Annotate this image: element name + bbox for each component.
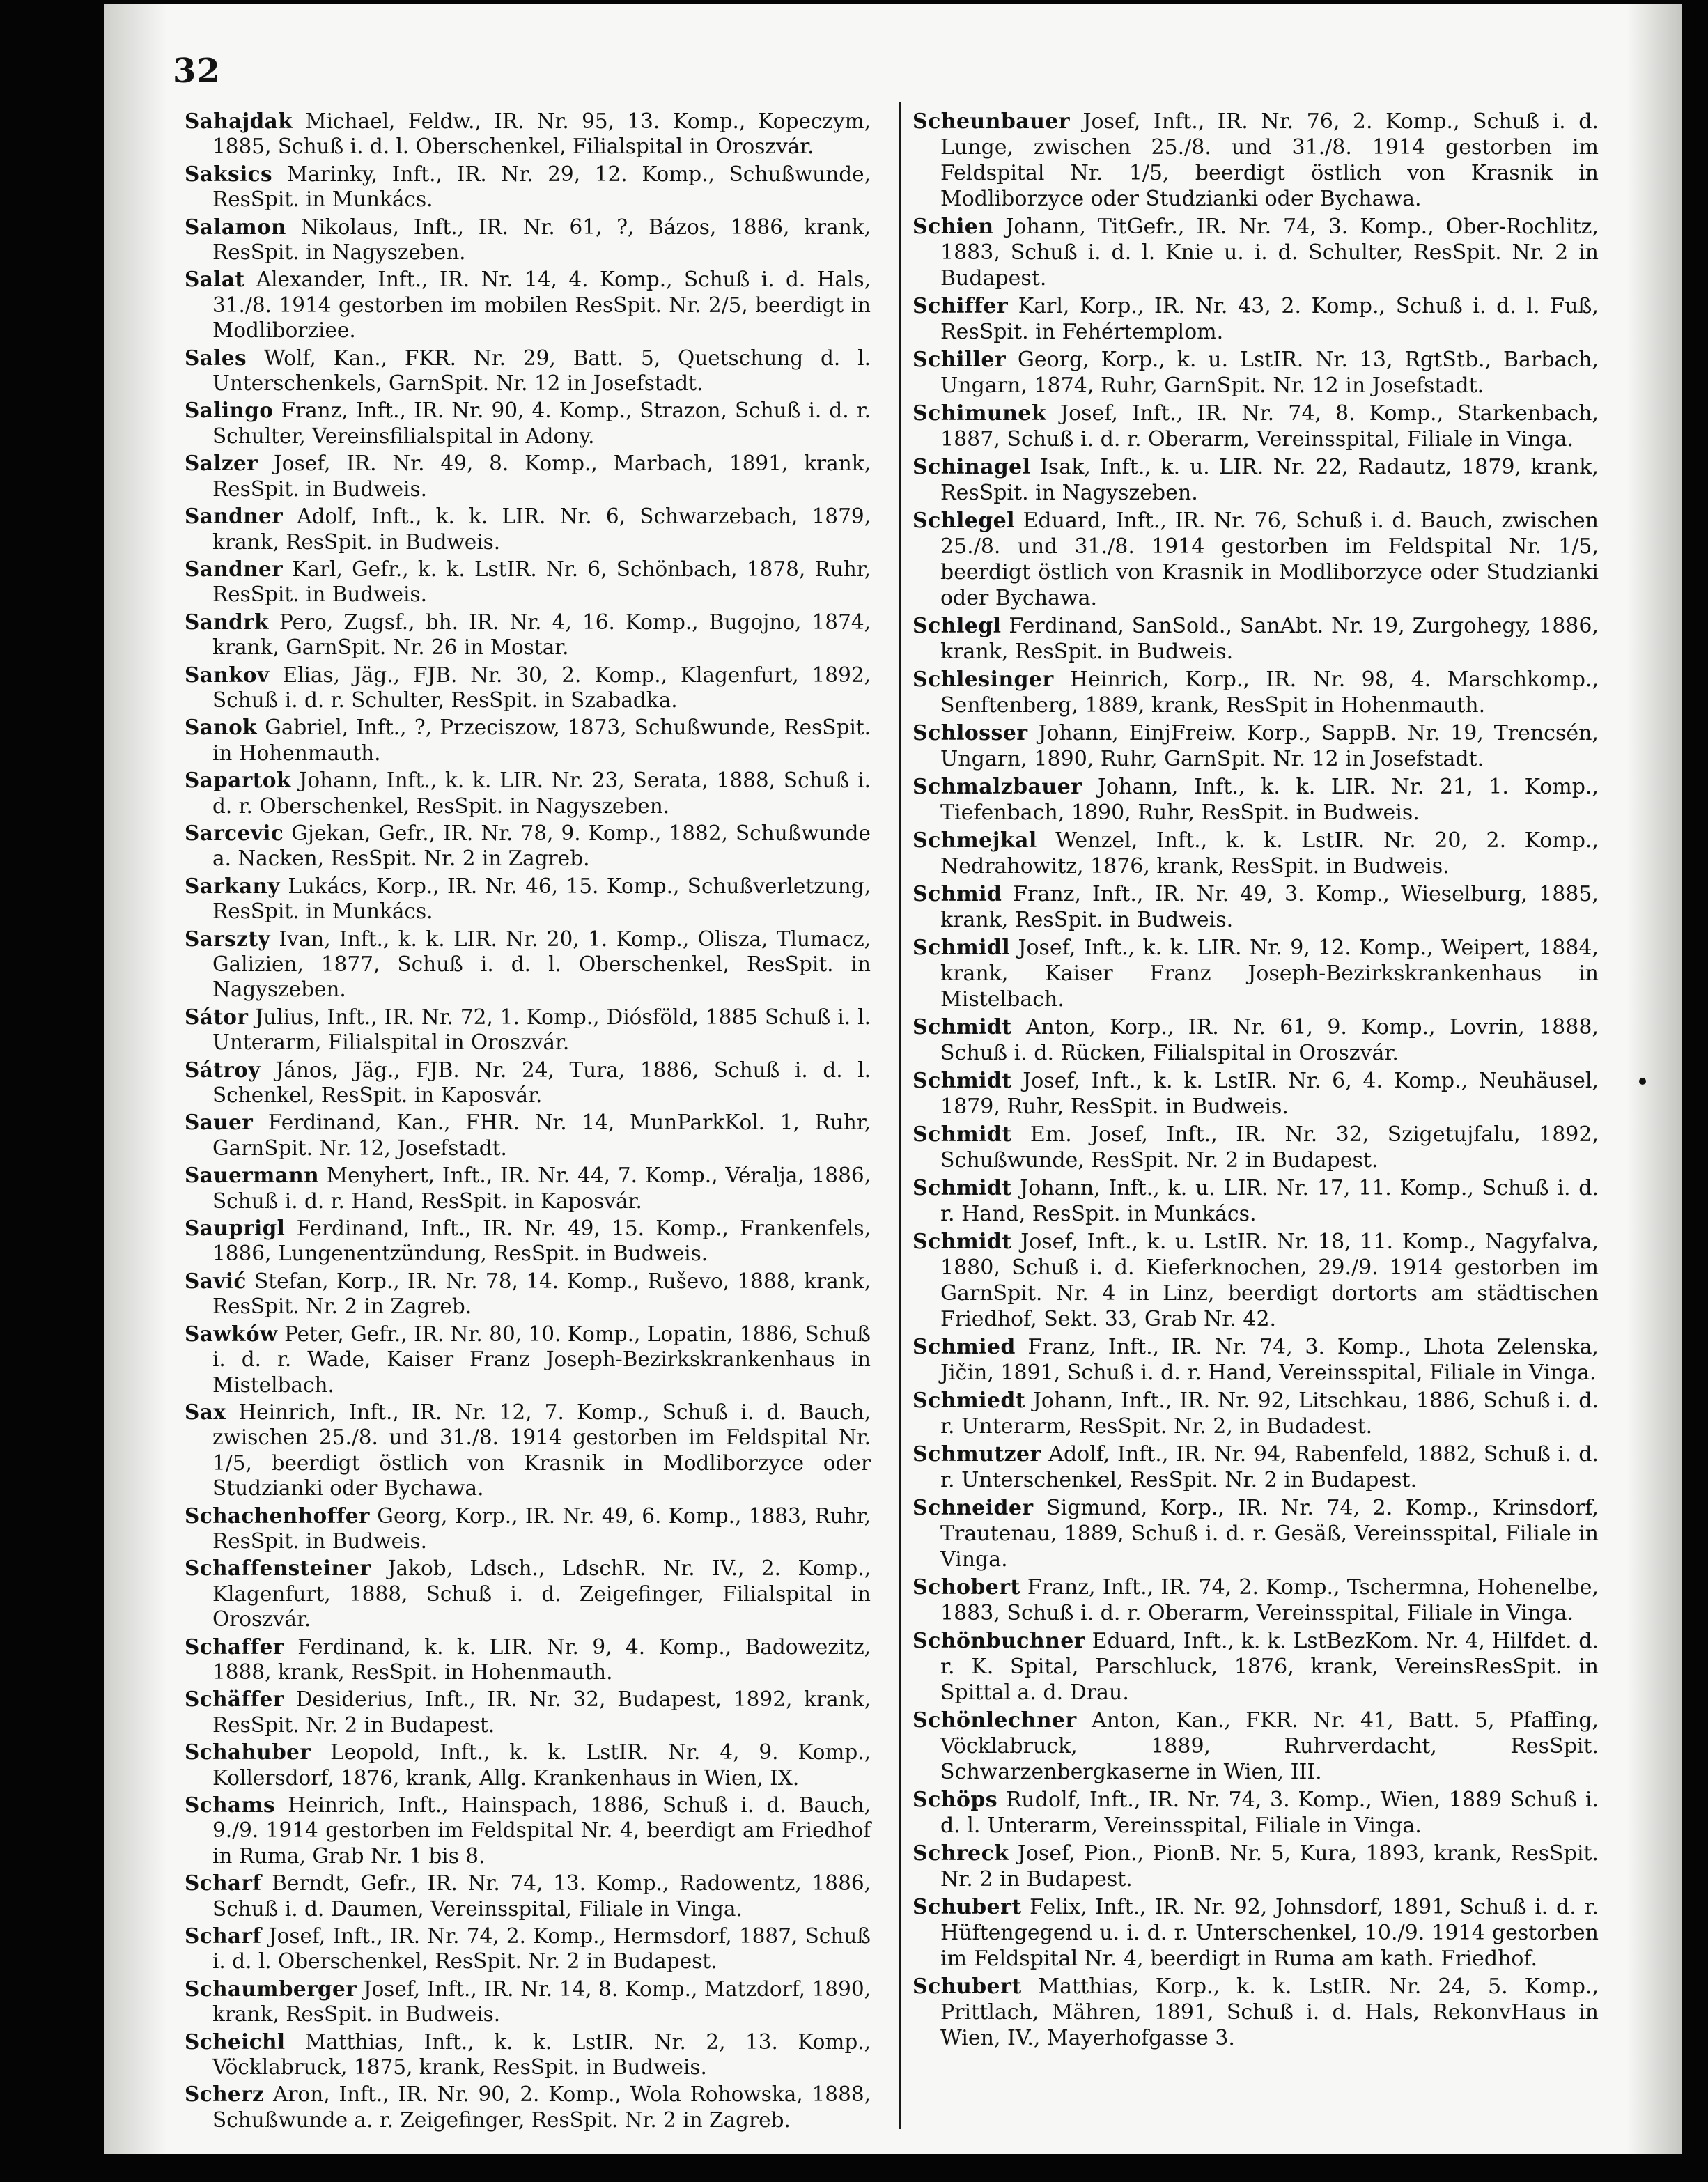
register-entry — [913, 1068, 1599, 1120]
register-entry — [913, 1708, 1599, 1785]
entry-details: Jakob, Ldsch., LdschR. Nr. IV., 2. Komp., Klagenfurt, 1888, Schuß i. d. Zeigefinger, Filialspital in Oroszvár. — [212, 1556, 871, 1632]
register-entry — [913, 828, 1599, 879]
entry-surname: Schlegl — [913, 614, 1002, 638]
entry-details: Anton, Kan., FKR. Nr. 41, Batt. 5, Pfaffing, Vöcklabruck, 1889, Ruhrverdacht, ResSpit. Schwarzenbergkaserne in Wien, III. — [940, 1708, 1599, 1784]
entry-surname: Schahuber — [185, 1740, 311, 1765]
register-entry — [185, 267, 871, 343]
entry-details: Franz, Inft., IR. Nr. 90, 4. Komp., Strazon, Schuß i. d. r. Schulter, Vereinsfilialspital in Adony. — [212, 399, 871, 448]
register-entry — [913, 774, 1599, 826]
entry-surname: Sandrk — [185, 609, 269, 634]
entry-details: Josef, Inft., IR. Nr. 74, 8. Komp., Starkenbach, 1887, Schuß i. d. r. Oberarm, Vereinsspital, Filiale in Vinga. — [940, 401, 1599, 451]
entry-surname: Sátroy — [185, 1057, 261, 1082]
entry-details: Ferdinand, Kan., FHR. Nr. 14, MunParkKol. 1, Ruhr, GarnSpit. Nr. 12, Josefstadt. — [212, 1111, 871, 1160]
entry-details: Em. Josef, Inft., IR. Nr. 32, Szigetujfalu, 1892, Schußwunde, ResSpit. Nr. 2 in Budapest. — [940, 1122, 1599, 1173]
register-entry — [185, 1269, 871, 1320]
entry-surname: Schöps — [913, 1788, 998, 1812]
register-entry — [913, 1628, 1599, 1705]
register-entry — [913, 1175, 1599, 1227]
entry-details: Josef, Inft., IR. Nr. 76, 2. Komp., Schuß i. d. Lunge, zwischen 25./8. und 31./8. 1914 gestorben im Feldspital Nr. 1/5, beerdigt östlich von Krasnik in Modliborzyce oder Studzianki oder Bychawa. — [940, 109, 1599, 211]
left-column — [185, 109, 871, 2135]
register-entry — [185, 1556, 871, 1632]
entry-details: Sigmund, Korp., IR. Nr. 74, 2. Komp., Krinsdorf, Trautenau, 1889, Schuß i. d. r. Gesäß, Vereinsspital, Filiale in Vinga. — [940, 1496, 1599, 1572]
entry-surname: Schönbuchner — [913, 1629, 1085, 1653]
register-entry — [185, 610, 871, 660]
entry-details: Adolf, Inft., k. k. LIR. Nr. 6, Schwarzebach, 1879, krank, ResSpit. in Budweis. — [212, 504, 871, 554]
register-entry — [185, 504, 871, 555]
page-edge-shadow-right — [1627, 4, 1682, 2154]
entry-surname: Schien — [913, 215, 994, 239]
entry-surname: Schubert — [913, 1895, 1022, 1919]
register-entry — [913, 1122, 1599, 1173]
entry-surname: Schlosser — [913, 721, 1028, 745]
entry-details: Adolf, Inft., IR. Nr. 94, Rabenfeld, 1882, Schuß i. d. r. Unterschenkel, ResSpit. Nr. 2 in Budapest. — [940, 1442, 1599, 1492]
entry-details: Josef, IR. Nr. 49, 8. Komp., Marbach, 1891, krank, ResSpit. in Budweis. — [212, 451, 871, 501]
right-column — [913, 109, 1599, 2053]
entry-surname: Schmidl — [913, 936, 1011, 960]
entry-surname: Schmidt — [913, 1015, 1012, 1039]
entry-surname: Schubert — [913, 1974, 1022, 1999]
entry-details: Wolf, Kan., FKR. Nr. 29, Batt. 5, Quetschung d. l. Unterschenkels, GarnSpit. Nr. 12 in Josefstadt. — [212, 346, 871, 396]
entry-details: Pero, Zugsf., bh. IR. Nr. 4, 16. Komp., Bugojno, 1874, krank, GarnSpit. Nr. 26 in Mostar. — [212, 610, 871, 660]
entry-surname: Sátor — [185, 1004, 249, 1029]
entry-details: Josef, Pion., PionB. Nr. 5, Kura, 1893, krank, ResSpit. Nr. 2 in Budapest. — [940, 1841, 1599, 1891]
register-entry — [185, 215, 871, 265]
register-entry — [185, 821, 871, 872]
column-divider — [899, 102, 901, 2129]
entry-surname: Scheunbauer — [913, 109, 1070, 134]
register-entry — [913, 1495, 1599, 1572]
register-entry — [913, 1974, 1599, 2051]
register-entry — [913, 401, 1599, 452]
entry-details: Eduard, Inft., IR. Nr. 76, Schuß i. d. Bauch, zwischen 25./8. und 31./8. 1914 gestorben im Feldspital Nr. 1/5, beerdigt östlich von Krasnik in Modliborzyce oder Studzianki oder Bychawa. — [940, 509, 1599, 610]
entry-surname: Schäffer — [185, 1687, 284, 1712]
register-entry — [185, 1163, 871, 1214]
entry-details: Georg, Korp., k. u. LstIR. Nr. 13, RgtStb., Barbach, Ungarn, 1874, Ruhr, GarnSpit. Nr. 12 in Josefstadt. — [940, 348, 1599, 398]
entry-details: Julius, Inft., IR. Nr. 72, 1. Komp., Diósföld, 1885 Schuß i. l. Unterarm, Filialspital in Oroszvár. — [212, 1005, 871, 1055]
entry-details: Ferdinand, k. k. LIR. Nr. 9, 4. Komp., Badowezitz, 1888, krank, ResSpit. in Hohenmauth. — [212, 1634, 871, 1684]
register-entry — [913, 1388, 1599, 1439]
register-entry — [185, 663, 871, 713]
register-entry — [185, 557, 871, 608]
entry-details: Berndt, Gefr., IR. Nr. 74, 13. Komp., Radowentz, 1886, Schuß i. d. Daumen, Vereinsspital, Filiale in Vinga. — [212, 1871, 871, 1921]
entry-details: Josef, Inft., k. k. LstIR. Nr. 6, 4. Komp., Neuhäusel, 1879, Ruhr, ResSpit. in Budweis. — [940, 1069, 1599, 1119]
entry-surname: Sarkany — [185, 873, 280, 898]
entry-details: Georg, Korp., IR. Nr. 49, 6. Komp., 1883, Ruhr, ResSpit. in Budweis. — [212, 1503, 871, 1553]
entry-surname: Schaumberger — [185, 1976, 357, 2001]
register-entry — [185, 162, 871, 212]
entry-surname: Salingo — [185, 398, 274, 423]
entry-surname: Savić — [185, 1268, 247, 1293]
entry-details: Ivan, Inft., k. k. LIR. Nr. 20, 1. Komp., Olisza, Tlumacz, Galizien, 1877, Schuß i. d. l. Oberschenkel, ResSpit. in Nagyszeben. — [212, 927, 871, 1002]
entry-details: Josef, Inft., k. u. LstIR. Nr. 18, 11. Komp., Nagyfalva, 1880, Schuß i. d. Kieferknochen, 29./9. 1914 gestorben im GarnSpit. Nr. 4 in Linz, beerdigt dortorts am städtischen Friedhof, Sekt. 33, Grab Nr. 42. — [940, 1230, 1599, 1331]
entry-details: Alexander, Inft., IR. Nr. 14, 4. Komp., Schuß i. d. Hals, 31./8. 1914 gestorben im mobilen ResSpit. Nr. 2/5, beerdigt in Modliborziee. — [212, 268, 871, 343]
entry-details: Felix, Inft., IR. Nr. 92, Johnsdorf, 1891, Schuß i. d. r. Hüftengegend u. i. d. r. Unterschenkel, 10./9. 1914 gestorben im Feldspital Nr. 4, beerdigt in Ruma am kath. Friedhof. — [940, 1895, 1599, 1971]
entry-surname: Sax — [185, 1399, 226, 1424]
entry-details: Johann, EinjFreiw. Korp., SappB. Nr. 19, Trencsén, Ungarn, 1890, Ruhr, GarnSpit. Nr. 12 in Josefstadt. — [940, 721, 1599, 771]
entry-details: Heinrich, Korp., IR. Nr. 98, 4. Marschkomp., Senftenberg, 1889, krank, ResSpit in Hohenmauth. — [940, 667, 1599, 718]
entry-details: Aron, Inft., IR. Nr. 90, 2. Komp., Wola Rohowska, 1888, Schußwunde a. r. Zeigefinger, ResSpit. Nr. 2 in Zagreb. — [212, 2082, 871, 2132]
entry-details: Johann, TitGefr., IR. Nr. 74, 3. Komp., Ober-Rochlitz, 1883, Schuß i. d. l. Knie u. i. d. Schulter, ResSpit. Nr. 2 in Budapest. — [940, 215, 1599, 291]
register-entry — [185, 1740, 871, 1790]
entry-surname: Sarcevic — [185, 820, 284, 845]
register-entry — [185, 109, 871, 160]
entry-details: Anton, Korp., IR. Nr. 61, 9. Komp., Lovrin, 1888, Schuß i. d. Rücken, Filialspital in Oroszvár. — [940, 1015, 1599, 1065]
entry-details: Peter, Gefr., IR. Nr. 80, 10. Komp., Lopatin, 1886, Schuß i. d. r. Wade, Kaiser Franz Joseph-Bezirkskrankenhaus in Mistelbach. — [212, 1322, 871, 1397]
entry-surname: Schneider — [913, 1496, 1034, 1520]
entry-surname: Schams — [185, 1793, 276, 1817]
entry-surname: Schlegel — [913, 509, 1015, 533]
register-entry — [913, 293, 1599, 345]
entry-surname: Sales — [185, 345, 247, 370]
register-entry — [185, 1005, 871, 1055]
entry-surname: Schmidt — [913, 1230, 1012, 1254]
register-entry — [185, 1871, 871, 1921]
register-entry — [185, 2082, 871, 2133]
entry-details: Franz, Inft., IR. Nr. 74, 3. Komp., Lhota Zelenska, Jičin, 1891, Schuß i. d. r. Hand, Vereinsspital, Filiale in Vinga. — [940, 1335, 1599, 1385]
entry-surname: Schmied — [913, 1335, 1016, 1359]
entry-details: Lukács, Korp., IR. Nr. 46, 15. Komp., Schußverletzung, ResSpit. in Munkács. — [212, 874, 871, 924]
register-entry — [913, 1229, 1599, 1332]
entry-surname: Sauermann — [185, 1163, 320, 1188]
register-entry — [913, 1787, 1599, 1839]
entry-details: Nikolaus, Inft., IR. Nr. 61, ?, Bázos, 1886, krank, ResSpit. in Nagyszeben. — [212, 215, 871, 265]
page-number: 32 — [173, 52, 221, 91]
register-entry — [913, 454, 1599, 506]
entry-surname: Sarszty — [185, 926, 270, 951]
entry-details: Matthias, Inft., k. k. LstIR. Nr. 2, 13. Komp., Vöcklabruck, 1875, krank, ResSpit. in Budweis. — [212, 2029, 871, 2080]
entry-surname: Schmutzer — [913, 1442, 1041, 1467]
entry-details: Gjekan, Gefr., IR. Nr. 78, 9. Komp., 1882, Schußwunde a. Nacken, ResSpit. Nr. 2 in Zagreb. — [212, 821, 871, 871]
register-entry — [185, 1503, 871, 1554]
entry-details: Karl, Korp., IR. Nr. 43, 2. Komp., Schuß i. d. l. Fuß, ResSpit. in Fehértemplom. — [940, 294, 1599, 344]
register-entry — [185, 2029, 871, 2080]
entry-surname: Scherz — [185, 2082, 265, 2107]
entry-surname: Schmidt — [913, 1122, 1012, 1147]
entry-surname: Salat — [185, 267, 245, 292]
register-entry — [913, 667, 1599, 718]
register-entry — [913, 1441, 1599, 1493]
entry-details: Franz, Inft., IR. 74, 2. Komp., Tschermna, Hohenelbe, 1883, Schuß i. d. r. Oberarm, Vereinsspital, Filiale in Vinga. — [940, 1575, 1599, 1625]
register-entry — [913, 508, 1599, 611]
entry-surname: Salamon — [185, 214, 286, 239]
register-entry — [913, 1334, 1599, 1386]
entry-details: Desiderius, Inft., IR. Nr. 32, Budapest, 1892, krank, ResSpit. Nr. 2 in Budapest. — [212, 1687, 871, 1737]
register-entry — [913, 1014, 1599, 1066]
entry-surname: Scharf — [185, 1924, 262, 1949]
entry-details: Johann, Inft., k. k. LIR. Nr. 21, 1. Komp., Tiefenbach, 1890, Ruhr, ResSpit. in Budweis. — [940, 775, 1599, 825]
entry-surname: Schmidt — [913, 1176, 1012, 1200]
entry-details: Leopold, Inft., k. k. LstIR. Nr. 4, 9. Komp., Kollersdorf, 1876, krank, Allg. Krankenhaus in Wien, IX. — [212, 1740, 871, 1790]
entry-surname: Schachenhoffer — [185, 1503, 370, 1528]
register-entry — [185, 1400, 871, 1501]
register-entry — [913, 1894, 1599, 1972]
entry-surname: Sauprigl — [185, 1216, 286, 1241]
entry-details: Menyhert, Inft., IR. Nr. 44, 7. Komp., Véralja, 1886, Schuß i. d. r. Hand, ResSpit. in Kaposvár. — [212, 1163, 871, 1213]
entry-details: Eduard, Inft., k. k. LstBezKom. Nr. 4, Hilfdet. d. r. K. Spital, Parschluck, 1876, krank, VereinsResSpit. in Spittal a. d. Drau. — [940, 1629, 1599, 1705]
entry-surname: Schmiedt — [913, 1388, 1026, 1413]
ink-speck — [1639, 1078, 1646, 1085]
register-entry — [185, 1634, 871, 1685]
register-page — [104, 4, 1682, 2154]
register-entry — [913, 935, 1599, 1012]
register-entry — [913, 1574, 1599, 1626]
entry-details: Johann, Inft., IR. Nr. 92, Litschkau, 1886, Schuß i. d. r. Unterarm, ResSpit. Nr. 2, in Budadest. — [940, 1388, 1599, 1439]
entry-details: Gabriel, Inft., ?, Przeciszow, 1873, Schußwunde, ResSpit. in Hohenmauth. — [212, 715, 871, 765]
entry-surname: Schimunek — [913, 401, 1046, 426]
entry-details: Matthias, Korp., k. k. LstIR. Nr. 24, 5. Komp., Prittlach, Mähren, 1891, Schuß i. d. Hals, RekonvHaus in Wien, IV., Mayerhofgasse 3. — [940, 1974, 1599, 2050]
register-entry — [185, 1110, 871, 1161]
entry-surname: Schreck — [913, 1841, 1009, 1866]
entry-details: János, Jäg., FJB. Nr. 24, Tura, 1886, Schuß i. d. l. Schenkel, ResSpit. in Kaposvár. — [212, 1058, 871, 1108]
register-entry — [185, 1216, 871, 1267]
register-entry — [185, 1058, 871, 1108]
entry-surname: Saksics — [185, 161, 273, 186]
entry-surname: Schobert — [913, 1575, 1020, 1600]
entry-details: Heinrich, Inft., Hainspach, 1886, Schuß i. d. Bauch, 9./9. 1914 gestorben im Feldspital Nr. 4, beerdigt am Friedhof in Ruma, Grab Nr. 1 bis 8. — [212, 1793, 871, 1868]
entry-surname: Scheichl — [185, 2029, 286, 2054]
entry-surname: Sauer — [185, 1110, 254, 1135]
entry-details: Isak, Inft., k. u. LIR. Nr. 22, Radautz, 1879, krank, ResSpit. in Nagyszeben. — [940, 455, 1599, 505]
register-entry — [185, 346, 871, 396]
register-entry — [913, 720, 1599, 772]
register-entry — [185, 1687, 871, 1738]
register-entry — [913, 347, 1599, 399]
page-edge-shadow-left — [104, 4, 167, 2154]
register-entry — [913, 109, 1599, 212]
register-entry — [913, 881, 1599, 933]
entry-surname: Schmidt — [913, 1069, 1012, 1093]
entry-surname: Scharf — [185, 1871, 262, 1896]
entry-surname: Schmid — [913, 882, 1002, 906]
entry-surname: Sandner — [185, 504, 284, 529]
register-entry — [185, 398, 871, 449]
entry-details: Michael, Feldw., IR. Nr. 95, 13. Komp., Kopeczym, 1885, Schuß i. d. l. Oberschenkel, Filialspital in Oroszvár. — [212, 109, 871, 159]
entry-surname: Sapartok — [185, 768, 291, 793]
register-entry — [185, 451, 871, 502]
entry-surname: Schaffensteiner — [185, 1556, 371, 1581]
entry-details: Johann, Inft., k. k. LIR. Nr. 23, Serata, 1888, Schuß i. d. r. Oberschenkel, ResSpit. in Nagyszeben. — [212, 768, 871, 818]
register-entry — [185, 768, 871, 819]
entry-surname: Schönlechner — [913, 1708, 1077, 1733]
register-entry — [185, 1924, 871, 1974]
entry-surname: Sandner — [185, 556, 284, 581]
entry-surname: Schaffer — [185, 1634, 284, 1659]
entry-details: Franz, Inft., IR. Nr. 49, 3. Komp., Wieselburg, 1885, krank, ResSpit. in Budweis. — [940, 882, 1599, 932]
entry-details: Josef, Inft., k. k. LIR. Nr. 9, 12. Komp., Weipert, 1884, krank, Kaiser Franz Joseph-Bezirkskrankenhaus in Mistelbach. — [940, 936, 1599, 1012]
entry-details: Elias, Jäg., FJB. Nr. 30, 2. Komp., Klagenfurt, 1892, Schuß i. d. r. Schulter, ResSpit. in Szabadka. — [212, 663, 871, 712]
entry-surname: Sawków — [185, 1321, 278, 1346]
register-entry — [185, 927, 871, 1003]
entry-details: Heinrich, Inft., IR. Nr. 12, 7. Komp., Schuß i. d. Bauch, zwischen 25./8. und 31./8. 1914 gestorben im Feldspital Nr. 1/5, beerdigt östlich von Krasnik in Modliborzyce oder Studzianki oder Bychawa. — [212, 1400, 871, 1501]
entry-details: Wenzel, Inft., k. k. LstIR. Nr. 20, 2. Komp., Nedrahowitz, 1876, krank, ResSpit. in Budweis. — [940, 828, 1599, 879]
entry-surname: Sankov — [185, 662, 270, 687]
entry-surname: Schmalzbauer — [913, 775, 1082, 799]
register-entry — [913, 214, 1599, 291]
register-entry — [185, 1322, 871, 1398]
register-entry — [913, 1841, 1599, 1892]
entry-details: Karl, Gefr., k. k. LstIR. Nr. 6, Schönbach, 1878, Ruhr, ResSpit. in Budweis. — [212, 557, 871, 607]
entry-details: Marinky, Inft., IR. Nr. 29, 12. Komp., Schußwunde, ResSpit. in Munkács. — [212, 162, 871, 212]
entry-surname: Schlesinger — [913, 667, 1054, 692]
entry-details: Ferdinand, SanSold., SanAbt. Nr. 19, Zurgohegy, 1886, krank, ResSpit. in Budweis. — [940, 614, 1599, 664]
entry-details: Rudolf, Inft., IR. Nr. 74, 3. Komp., Wien, 1889 Schuß i. d. l. Unterarm, Vereinsspital, Filiale in Vinga. — [940, 1788, 1599, 1838]
entry-details: Johann, Inft., k. u. LIR. Nr. 17, 11. Komp., Schuß i. d. r. Hand, ResSpit. in Munkács. — [940, 1176, 1599, 1226]
register-entry — [185, 715, 871, 766]
entry-surname: Schinagel — [913, 455, 1031, 479]
entry-surname: Schmejkal — [913, 828, 1037, 853]
entry-details: Ferdinand, Inft., IR. Nr. 49, 15. Komp., Frankenfels, 1886, Lungenentzündung, ResSpit. in Budweis. — [212, 1216, 871, 1266]
entry-details: Josef, Inft., IR. Nr. 14, 8. Komp., Matzdorf, 1890, krank, ResSpit. in Budweis. — [212, 1976, 871, 2027]
entry-surname: Sahajdak — [185, 109, 293, 133]
entry-surname: Sanok — [185, 715, 257, 740]
entry-surname: Salzer — [185, 451, 258, 476]
register-entry — [185, 1793, 871, 1868]
register-entry — [913, 613, 1599, 665]
entry-details: Josef, Inft., IR. Nr. 74, 2. Komp., Hermsdorf, 1887, Schuß i. d. l. Oberschenkel, ResSpit. Nr. 2 in Budapest. — [212, 1924, 871, 1974]
entry-surname: Schiller — [913, 348, 1007, 372]
register-entry — [185, 874, 871, 924]
entry-surname: Schiffer — [913, 294, 1009, 318]
register-entry — [185, 1976, 871, 2027]
entry-details: Stefan, Korp., IR. Nr. 78, 14. Komp., Ruševo, 1888, krank, ResSpit. Nr. 2 in Zagreb. — [212, 1269, 871, 1319]
